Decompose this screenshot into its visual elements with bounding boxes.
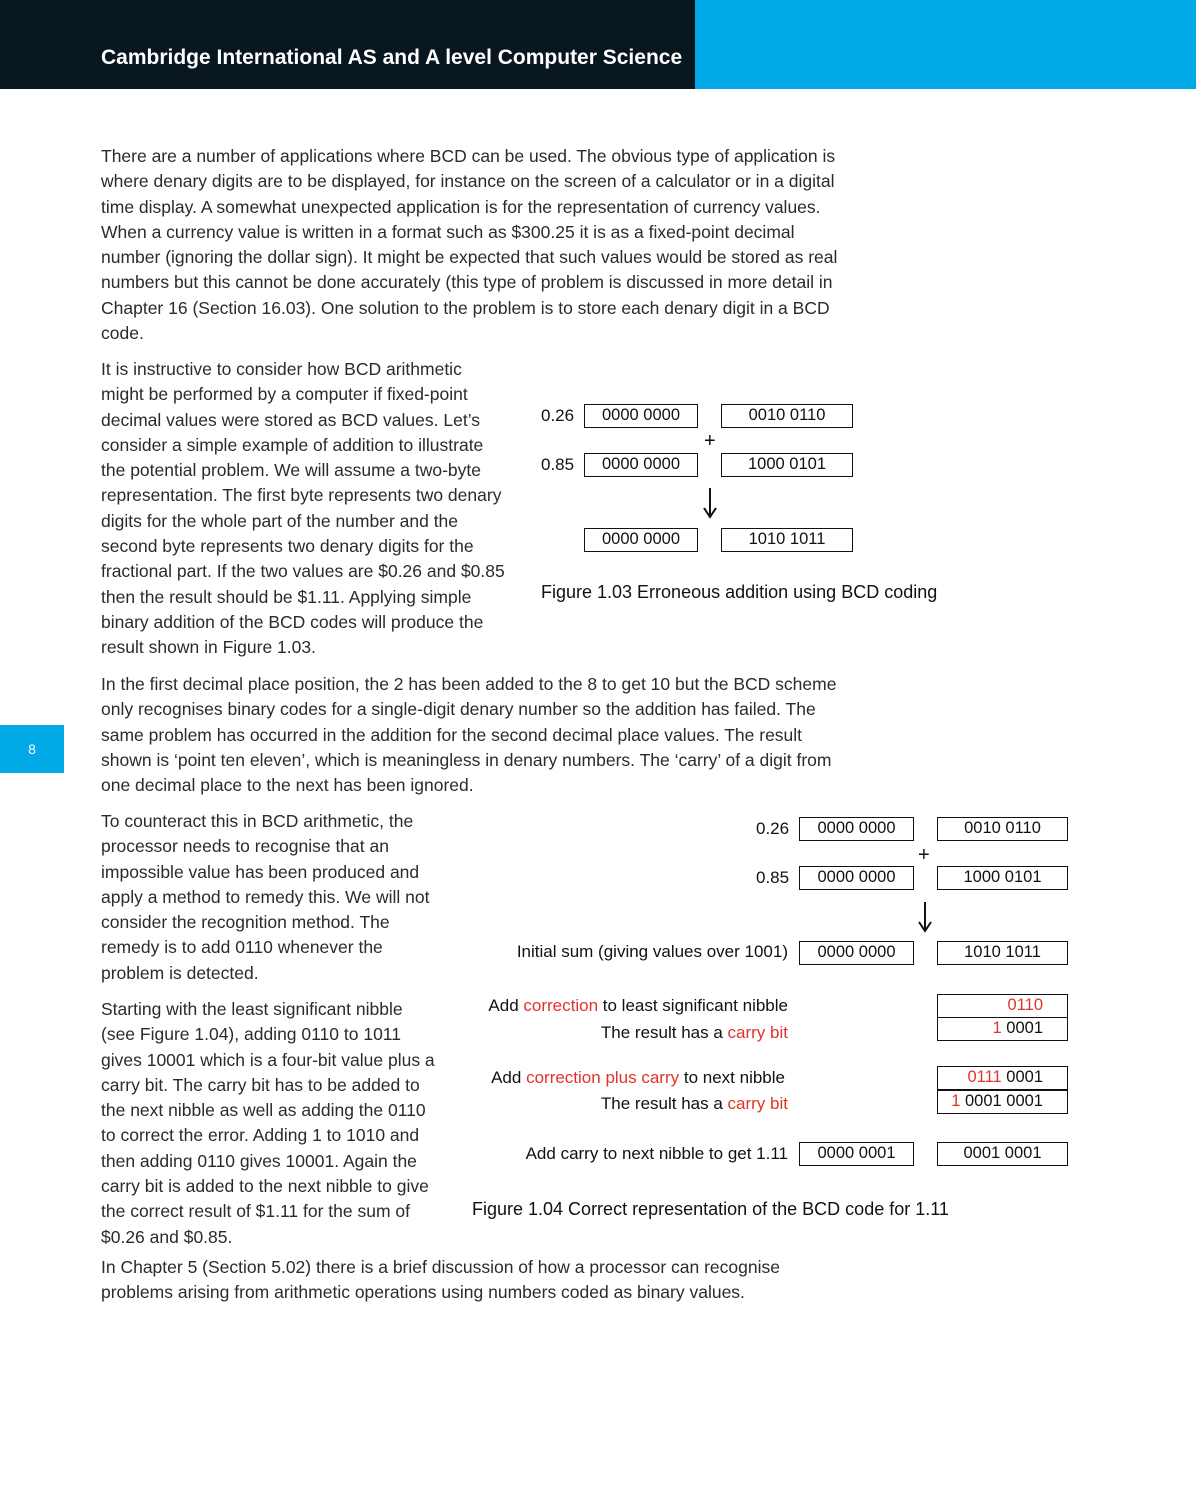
- paragraph-first-decimal: In the first decimal place position, the 2 has been added to the 8 to get 10 but the BCD scheme only recognises binary codes for a single-digit denary number so the addition has failed. The same problem has occurred in the addition for the second decimal place values. The result shown is ‘point ten eleven’, which is meaningless in denary numbers. The ‘carry’ of a digit from one decimal place to the next has been ignored.: [101, 674, 837, 796]
- fig104-step2-box-rest: 0001: [1001, 1068, 1043, 1086]
- paragraph-counteract: To counteract this in BCD arithmetic, the processor needs to recognise that an impossible value has been produced and apply a method to remedy this. We will not consider the recognition method. The remedy is to add 0110 whenever the problem is detected.: [101, 811, 430, 983]
- header-dark-band: [0, 0, 695, 89]
- fig104-step2-correction: 0111: [967, 1068, 1002, 1086]
- fig104-caption: Figure 1.04 Correct representation of the BCD code for 1.11: [472, 1199, 949, 1219]
- fig104-byte1-085: 0000 0000: [799, 866, 914, 890]
- fig104-step2-result-red: carry bit: [727, 1094, 788, 1113]
- fig104-byte1-026: 0000 0000: [799, 817, 914, 841]
- paragraph-chapter-5: In Chapter 5 (Section 5.02) there is a brief discussion of how a processor can recognise problems arising from arithmetic operations using numbers coded as binary values.: [101, 1257, 780, 1303]
- fig103-byte1-026: 0000 0000: [584, 404, 698, 428]
- fig104-step1-label: [488, 996, 788, 1016]
- fig104-step1-red: correction: [523, 996, 599, 1015]
- fig104-step2-post: to next nibble: [679, 1068, 785, 1087]
- fig104-initial-sum-label: Initial sum (giving values over 1001): [516, 942, 788, 961]
- book-title: Cambridge International AS and A level Computer Science: [101, 46, 683, 69]
- fig104-step1-result-label: [601, 1023, 788, 1043]
- fig104-step2-pre: Add: [491, 1068, 527, 1087]
- fig104-step1-post: to least significant nibble: [598, 996, 788, 1015]
- fig104-label-085: 0.85: [756, 868, 790, 887]
- fig104-step1-correction: 0110: [1007, 996, 1043, 1014]
- fig103-caption: Figure 1.03 Erroneous addition using BCD coding: [541, 582, 938, 602]
- fig104-step1-pre: Add: [488, 996, 524, 1015]
- fig103-down-arrow-icon: [702, 488, 718, 520]
- paragraph-least-significant: Starting with the least significant nibble (see Figure 1.04), adding 0110 to 1011 gives 10001 which is a four-bit value plus a carry bit. The carry bit has to be added to the next nibble as well as adding the 0110 to correct the error. Adding 1 to 1010 and then adding 0110 gives 10001. Again the carry bit is added to the next nibble to give the correct result of $1.11 for the sum of $0.26 and $0.85.: [101, 999, 435, 1247]
- paragraph-bcd-arithmetic: It is instructive to consider how BCD arithmetic might be performed by a computer if fixed-point decimal values were stored as BCD values. Let’s consider a simple example of addition to illustrate the potential problem. We will assume a two-byte representation. The first byte represents two denary digits for the whole part of the number and the second byte represents two denary digits for the fractional part. If the two values are $0.26 and $0.85 then the result should be $1.11. Applying simple binary addition of the BCD codes will produce the result shown in Figure 1.03.: [101, 359, 505, 658]
- fig104-step1-carry: 1: [992, 1019, 1002, 1037]
- fig104-step2-result-box: [937, 1090, 1068, 1114]
- fig103-byte2-085: 1000 0101: [721, 453, 853, 477]
- fig104-final-label: Add carry to next nibble to get 1.11: [525, 1144, 788, 1163]
- fig104-step1-result-rest: 0001: [1001, 1019, 1043, 1037]
- page-number-tab: 8: [0, 725, 64, 773]
- fig104-plus-sign: +: [918, 844, 930, 866]
- fig104-step2-red: correction plus carry: [526, 1068, 680, 1087]
- fig104-final-byte2: 0001 0001: [937, 1142, 1068, 1166]
- fig104-down-arrow-icon: [917, 902, 933, 934]
- header-blue-band: [695, 0, 1196, 89]
- fig104-step2-box: [937, 1066, 1068, 1090]
- fig103-result-byte1: 0000 0000: [584, 528, 698, 552]
- fig104-step2-label: [491, 1068, 785, 1088]
- paragraph-applications: There are a number of applications where BCD can be used. The obvious type of application is where denary digits are to be displayed, for instance on the screen of a calculator or in a digital time display. A somewhat unexpected application is for the representation of currency values. When a currency value is written in a format such as $300.25 it is as a fixed-point decimal number (ignoring the dollar sign). It might be expected that such values would be stored as real numbers but this cannot be done accurately (this type of problem is discussed in more detail in Chapter 16 (Section 16.03). One solution to the problem is to store each denary digit in a BCD code.: [101, 146, 838, 344]
- fig104-step2-result-pre: The result has a: [600, 1094, 728, 1113]
- fig104-byte2-085: 1000 0101: [937, 866, 1068, 890]
- fig104-initial-byte2: 1010 1011: [937, 941, 1068, 965]
- fig104-step1-result-box: [937, 1017, 1068, 1041]
- fig104-label-026: 0.26: [756, 819, 790, 838]
- fig104-step2-result-rest: 0001 0001: [960, 1092, 1043, 1110]
- fig104-step1-box: [937, 994, 1068, 1018]
- fig103-byte1-085: 0000 0000: [584, 453, 698, 477]
- fig104-byte2-026: 0010 0110: [937, 817, 1068, 841]
- fig104-step1-result-pre: The result has a: [600, 1023, 728, 1042]
- fig103-byte2-026: 0010 0110: [721, 404, 853, 428]
- fig104-initial-byte1: 0000 0000: [799, 941, 914, 965]
- fig104-final-byte1: 0000 0001: [799, 1142, 914, 1166]
- fig104-step2-carry: 1: [951, 1092, 961, 1110]
- fig104-step2-result-label: [601, 1094, 788, 1114]
- fig103-label-026: 0.26: [541, 406, 575, 425]
- fig103-label-085: 0.85: [541, 455, 575, 474]
- fig103-result-byte2: 1010 1011: [721, 528, 853, 552]
- fig104-step1-result-red: carry bit: [727, 1023, 788, 1042]
- fig103-plus-sign: +: [704, 430, 716, 452]
